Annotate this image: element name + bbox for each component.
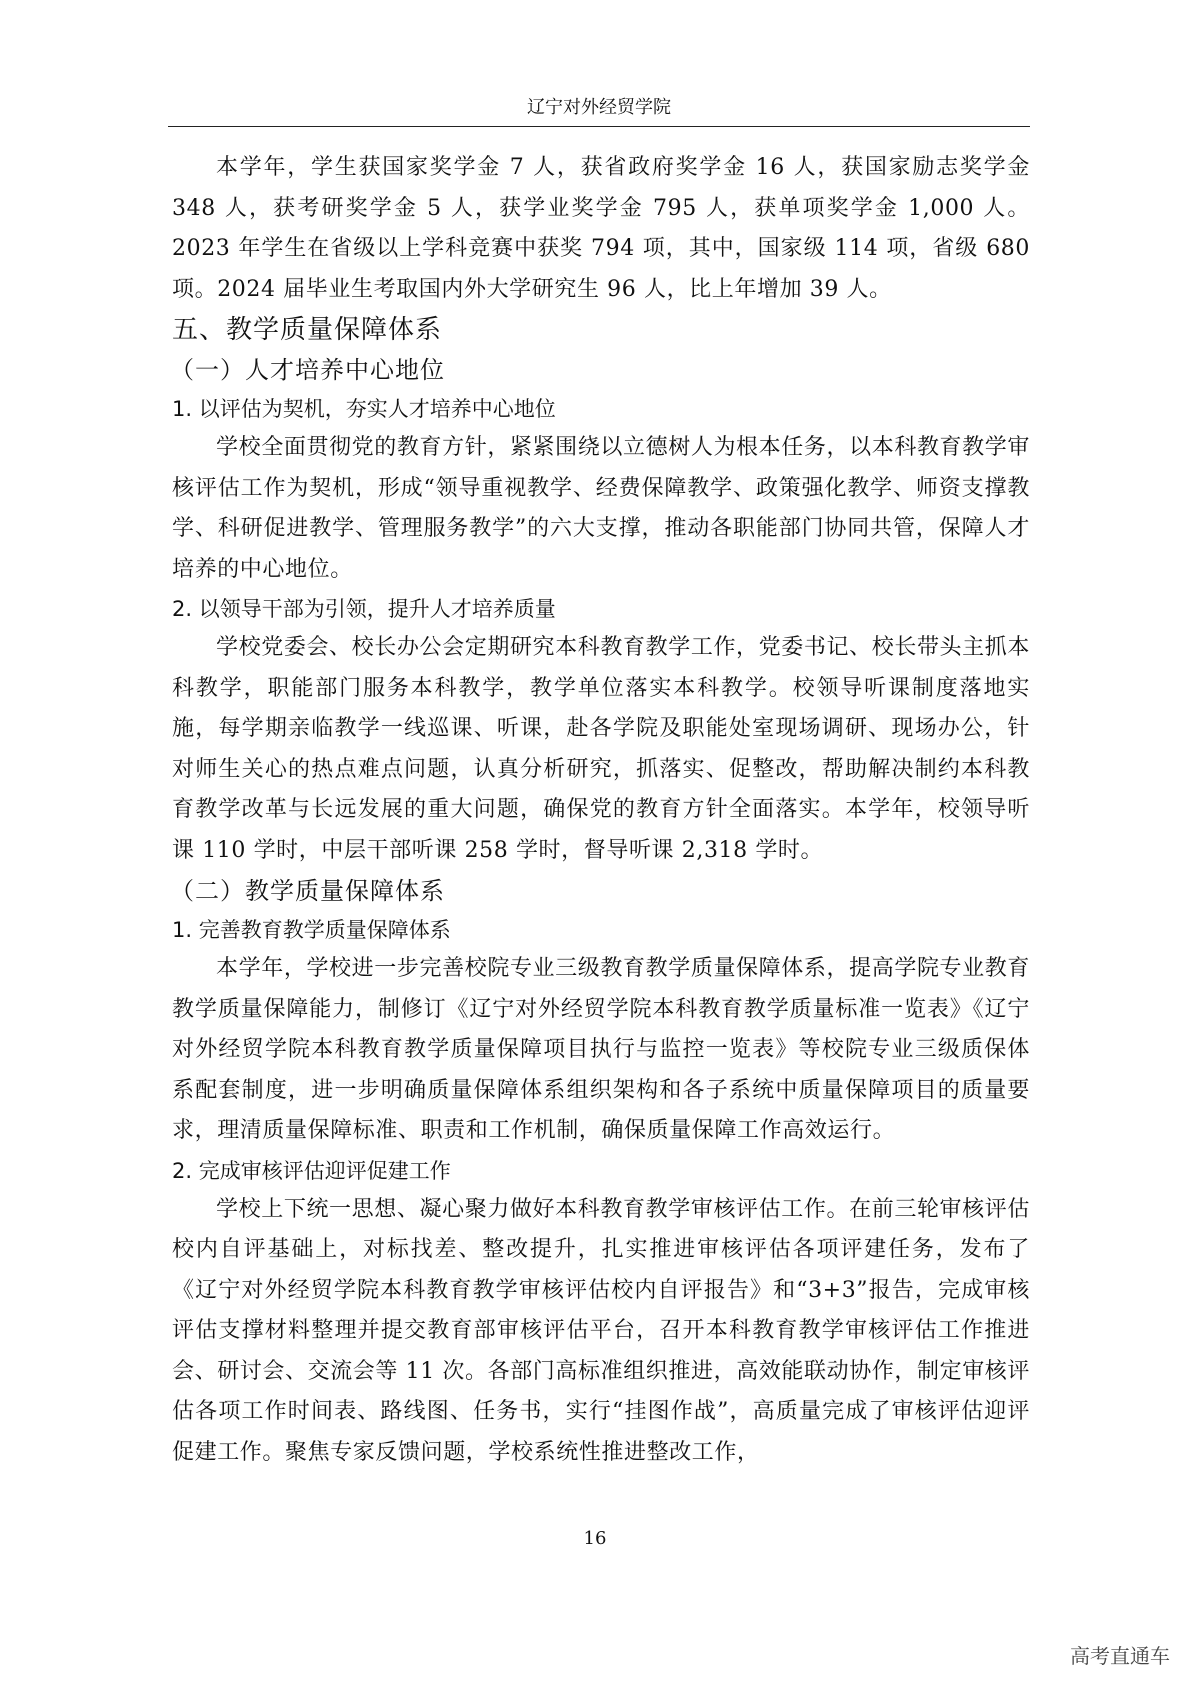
subsection-1-item-2-title: 2. 以领导干部为引领，提升人才培养质量 [172, 597, 556, 621]
watermark-text: 高考直通车 [1070, 1644, 1170, 1668]
page-number: 16 [583, 1528, 607, 1549]
subsection-2-item-1-paragraph: 本学年，学校进一步完善校院专业三级教育教学质量保障体系，提高学院专业教育教学质量保障能力，制修订《辽宁对外经贸学院本科教育教学质量标准一览表》《辽宁对外经贸学院本科教育教学质量保障项目执行与监控一览表》等校院专业三级质保体系配套制度，进一步明确质量保障体系组织架构和各子系统中质量保障项目的质量要求，理清质量保障标准、职责和工作机制，确保质量保障工作高效运行。 [172, 956, 1030, 1143]
subsection-2-item-1-title: 1. 完善教育教学质量保障体系 [172, 918, 451, 942]
subsection-2-title: （二）教学质量保障体系 [170, 877, 445, 905]
subsection-1-title: （一）人才培养中心地位 [170, 356, 445, 384]
subsection-2-item-2-title: 2. 完成审核评估迎评促建工作 [172, 1158, 451, 1183]
section-title: 五、教学质量保障体系 [172, 315, 443, 345]
subsection-1-item-1-paragraph: 学校全面贯彻党的教育方针，紧紧围绕以立德树人为根本任务，以本科教育教学审核评估工作为契机，形成“领导重视教学、经费保障教学、政策强化教学、师资支撑教学、科研促进教学、管理服务教学”的六大支撑，推动各职能部门协同共管，保障人才培养的中心地位。 [172, 435, 1030, 582]
subsection-2-item-2-paragraph: 学校上下统一思想、凝心聚力做好本科教育教学审核评估工作。在前三轮审核评估校内自评基础上，对标找差、整改提升，扎实推进审核评估各项评建任务，发布了《辽宁对外经贸学院本科教育教学审核评估校内自评报告》和“3+3”报告，完成审核评估支撑材料整理并提交教育部审核评估平台，召开本科教育教学审核评估工作推进会、研讨会、交流会等 11 次。各部门高标准组织推进，高效能联动协作，制定审核评估各项工作时间表、路线图、任务书，实行“挂图作战”，高质量完成了审核评估迎评促建工作。聚焦专家反馈问题，学校系统性推进整改工作， [172, 1196, 1030, 1465]
header-divider [168, 126, 1030, 127]
page-body [172, 148, 1030, 1473]
subsection-1-item-1-title: 1. 以评估为契机，夯实人才培养中心地位 [172, 397, 556, 421]
subsection-1-item-2-paragraph: 学校党委会、校长办公会定期研究本科教育教学工作，党委书记、校长带头主抓本科教学，职能部门服务本科教学，教学单位落实本科教学。校领导听课制度落地实施，每学期亲临教学一线巡课、听课，赴各学院及职能处室现场调研、现场办公，针对师生关心的热点难点问题，认真分析研究，抓落实、促整改，帮助解决制约本科教育教学改革与长远发展的重大问题，确保党的教育方针全面落实。本学年，校领导听课 110 学时，中层干部听课 258 学时，督导听课 2,318 学时。 [172, 635, 1030, 863]
intro-paragraph: 本学年，学生获国家奖学金 7 人，获省政府奖学金 16 人，获国家励志奖学金 348 人，获考研奖学金 5 人，获学业奖学金 795 人，获单项奖学金 1,000 人。2023 年学生在省级以上学科竞赛中获奖 794 项，其中，国家级 114 项，省级 680 项。2024 届毕业生考取国内外大学研究生 96 人，比上年增加 39 人。 [172, 155, 1030, 302]
running-header: 辽宁对外经贸学院 [527, 97, 671, 118]
